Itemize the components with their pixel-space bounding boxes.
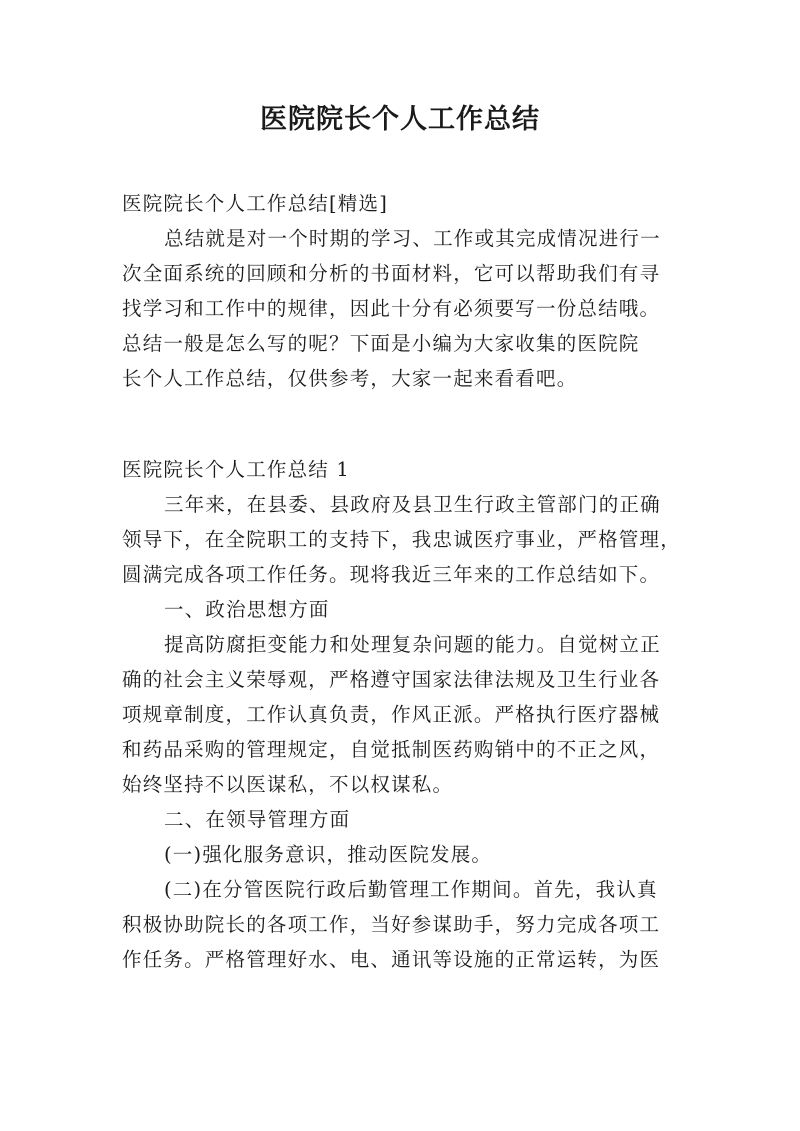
paragraph-line: (二)在分管医院行政后勤管理工作期间。首先，我认真: [164, 878, 658, 901]
paragraph-line: 圆满完成各项工作任务。现将我近三年来的工作总结如下。: [122, 563, 661, 586]
intro-paragraph-line: 次全面系统的回顾和分析的书面材料，它可以帮助我们有寻: [122, 262, 661, 285]
intro-paragraph-line: 找学习和工作中的规律，因此十分有必须要写一份总结哦。: [122, 297, 661, 320]
paragraph-line: 积极协助院长的各项工作，当好参谋助手，努力完成各项工: [122, 913, 661, 936]
section-1-block: [122, 452, 688, 977]
paragraph-line: 三年来，在县委、县政府及县卫生行政主管部门的正确: [164, 493, 661, 516]
document-title: 医院院长个人工作总结: [260, 104, 540, 135]
intro-paragraph-line: 总结就是对一个时期的学习、工作或其完成情况进行一: [164, 227, 661, 250]
paragraph-line: 始终坚持不以医谋私，不以权谋私。: [122, 773, 454, 796]
intro-paragraph-line: 长个人工作总结，仅供参考，大家一起来看看吧。: [122, 367, 578, 390]
paragraph-line: 作任务。严格管理好水、电、通讯等设施的正常运转，为医: [122, 948, 661, 971]
paragraph-line: 领导下，在全院职工的支持下，我忠诚医疗事业，严格管理，: [122, 528, 681, 551]
section-heading: 医院院长个人工作总结 1: [122, 458, 351, 481]
paragraph-line: 提高防腐拒变能力和处理复杂问题的能力。自觉树立正: [164, 633, 661, 656]
paragraph-line: 和药品采购的管理规定，自觉抵制医药购销中的不正之风，: [122, 738, 661, 761]
intro-subtitle: 医院院长个人工作总结[精选]: [122, 192, 389, 215]
paragraph-line: 项规章制度，工作认真负责，作风正派。严格执行医疗器械: [122, 703, 661, 726]
subheading-political: 一、政治思想方面: [164, 598, 330, 621]
subheading-leadership: 二、在领导管理方面: [164, 808, 351, 831]
list-item-1: (一)强化服务意识，推动医院发展。: [164, 843, 493, 866]
intro-paragraph-line: 总结一般是怎么写的呢？下面是小编为大家收集的医院院: [122, 332, 640, 355]
paragraph-line: 确的社会主义荣辱观，严格遵守国家法律法规及卫生行业各: [122, 668, 661, 691]
intro-block: [122, 186, 688, 396]
